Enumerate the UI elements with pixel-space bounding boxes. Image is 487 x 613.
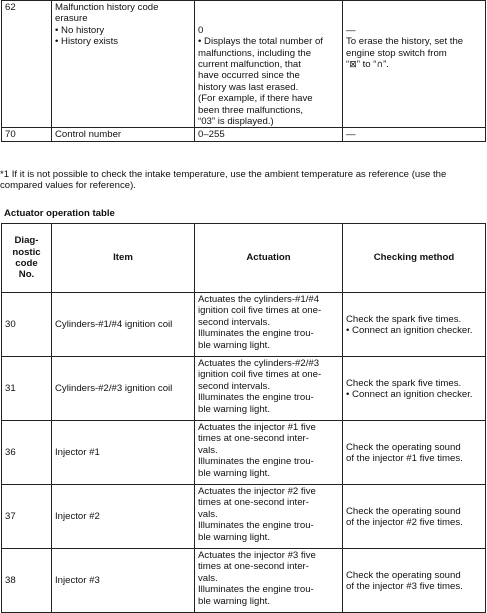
actuation-cell: Actuates the injector #1 five times at one-second inter- vals. Illuminates the engine trou- ble warning light. [195, 421, 343, 485]
method-line: To erase the history, set the [346, 36, 464, 48]
dash-text: — [346, 24, 356, 36]
table-row [2, 485, 486, 549]
item-text: Malfunction history code erasure [55, 2, 159, 25]
code-cell: 31 [2, 357, 52, 421]
no-history-value: 0 [198, 24, 204, 36]
code-cell: 36 [2, 421, 52, 485]
actuation-cell: Actuates the injector #2 five times at one-second inter- vals. Illuminates the engine trou- ble warning light. [195, 485, 343, 549]
value-cell [195, 1, 343, 128]
bullet-history-exists: • History exists [55, 36, 119, 48]
method-line: engine stop switch from [346, 47, 447, 59]
item-cell [52, 1, 195, 128]
engine-stop-off-icon: ⊠ [349, 60, 357, 70]
item-cell: Injector #2 [52, 485, 195, 549]
item-cell: Injector #3 [52, 549, 195, 613]
actuation-cell: Actuates the cylinders-#1/#4 ignition coil five times at one- second intervals. Illuminates the engine trou- ble warning light. [195, 293, 343, 357]
engine-stop-on-icon: ∩ [376, 60, 384, 70]
actuation-cell: Actuates the cylinders-#2/#3 ignition coil five times at one- second intervals. Illuminates the engine trou- ble warning light. [195, 357, 343, 421]
code-cell: 30 [2, 293, 52, 357]
code-cell: 62 [2, 1, 52, 128]
check-bullet: • Connect an ignition checker. [346, 325, 473, 336]
table-row [2, 357, 486, 421]
item-cell: Injector #1 [52, 421, 195, 485]
table-row [2, 549, 486, 613]
header-row [2, 224, 486, 293]
code-cell: 38 [2, 549, 52, 613]
actuator-operation-table [1, 223, 486, 613]
section-title: Actuator operation table [4, 208, 115, 219]
header-code: Diag- nostic code No. [2, 224, 52, 293]
method-cell [343, 1, 486, 128]
table-row [2, 421, 486, 485]
history-exists-description: • Displays the total number of malfunctions, including the current malfunction, that have occurred since the history was last erased. (For example, if there have been three malfunctions, “03” is displayed.) [198, 36, 323, 128]
bullet-no-history: • No history [55, 24, 105, 36]
code-cell: 37 [2, 485, 52, 549]
header-checking: Checking method [343, 224, 486, 293]
footnote: *1 If it is not possible to check the intake temperature, use the ambient temperature as reference (use the compared values for reference). [0, 169, 447, 192]
check-bullet: • Connect an ignition checker. [346, 389, 473, 400]
header-actuation: Actuation [195, 224, 343, 293]
method-cell: — [343, 128, 486, 141]
table-row [2, 293, 486, 357]
checking-cell: Check the operating sound of the injector #3 five times. [343, 549, 486, 613]
item-cell: Control number [52, 128, 195, 141]
header-item: Item [52, 224, 195, 293]
code-cell: 70 [2, 128, 52, 141]
checking-cell: Check the spark five times. • Connect an ignition checker. [343, 293, 486, 357]
table-row [2, 128, 486, 141]
checking-cell: Check the spark five times. • Connect an ignition checker. [343, 357, 486, 421]
table-row [2, 1, 486, 128]
switch-positions: “⊠” to “∩”. [346, 59, 389, 70]
item-cell: Cylinders-#1/#4 ignition coil [52, 293, 195, 357]
actuation-cell: Actuates the injector #3 five times at one-second inter- vals. Illuminates the engine trou- ble warning light. [195, 549, 343, 613]
checking-cell: Check the operating sound of the injector #1 five times. [343, 421, 486, 485]
value-cell: 0–255 [195, 128, 343, 141]
item-cell: Cylinders-#2/#3 ignition coil [52, 357, 195, 421]
checking-cell: Check the operating sound of the injector #2 five times. [343, 485, 486, 549]
diagnostic-monitor-table [1, 0, 486, 142]
